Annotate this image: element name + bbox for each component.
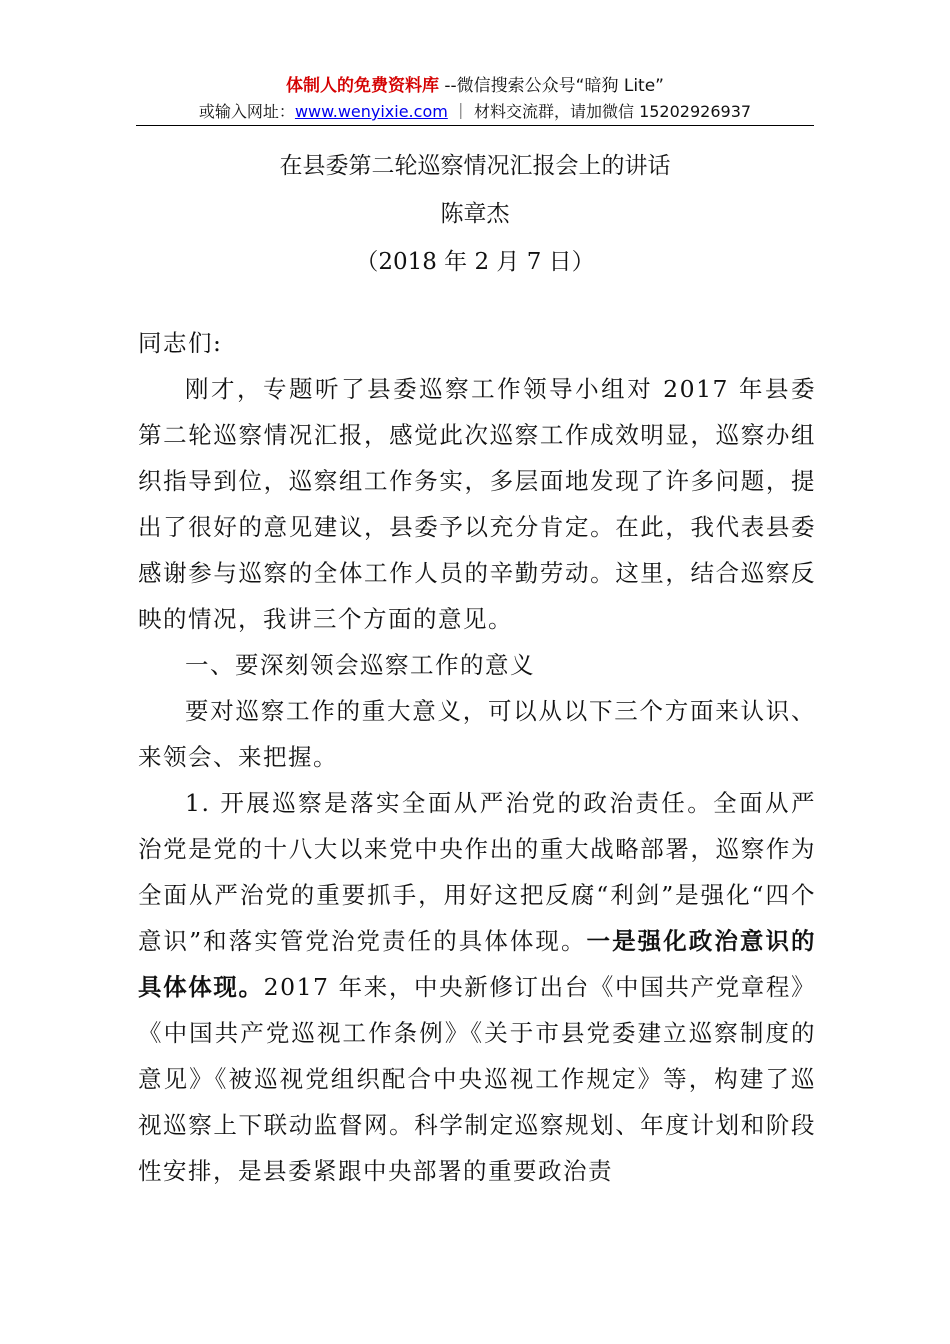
title-block	[136, 142, 814, 286]
document-title: 在县委第二轮巡察情况汇报会上的讲话	[279, 153, 671, 179]
page-header	[136, 74, 814, 124]
header-line-2	[136, 100, 814, 124]
header-line-1	[136, 74, 814, 98]
paragraph-3	[138, 780, 816, 1194]
header-url-link[interactable]: www.wenyixie.com	[294, 102, 448, 121]
header-brand: 体制人的免费资料库	[285, 76, 439, 96]
salutation: 同志们:	[138, 329, 223, 357]
paragraph-3-continued: 2017 年来，中央新修订出台《中国共产党章程》《中国共产党巡视工作条例》《关于市县党委建立巡察制度的意见》《被巡视党组织配合中央巡视工作规定》等，构建了巡视巡察上下联动监督网。科学制定巡察规划、年度计划和阶段性安排，是县委紧跟中央部署的重要政治责	[138, 973, 816, 1185]
header-divider	[136, 125, 814, 126]
header-contact: ｜ 材料交流群，请加微信 15202926937	[447, 102, 752, 121]
document-body	[138, 320, 816, 1194]
header-wechat-note: --微信搜索公众号“暗狗 Lite”	[438, 76, 664, 96]
section-1-heading: 一、要深刻领会巡察工作的意义	[185, 651, 535, 679]
paragraph-3-bold-point: 一是强化政治意识的具体体现。	[138, 927, 817, 1001]
paragraph-3-text: 1. 开展巡察是落实全面从严治党的政治责任。全面从严治党是党的十八大以来党中央作出的重大战略部署，巡察作为全面从严治党的重要抓手，用好这把反腐“利剑”是强化“四个意识”和落实管党治党责任的具体体现。	[138, 789, 816, 955]
paragraph-1: 刚才，专题听了县委巡察工作领导小组对 2017 年县委第二轮巡察情况汇报，感觉此次巡察工作成效明显，巡察办组织指导到位，巡察组工作务实，多层面地发现了许多问题，提出了很好的意见建议，县委予以充分肯定。在此，我代表县委感谢参与巡察的全体工作人员的辛勤劳动。这里，结合巡察反映的情况，我讲三个方面的意见。	[138, 375, 816, 633]
header-url-prefix: 或输入网址：	[198, 102, 295, 121]
paragraph-2: 要对巡察工作的重大意义，可以从以下三个方面来认识、来领会、来把握。	[138, 697, 816, 771]
document-author: 陈章杰	[440, 201, 510, 227]
document-date: （2018 年 2 月 7 日）	[355, 249, 595, 275]
